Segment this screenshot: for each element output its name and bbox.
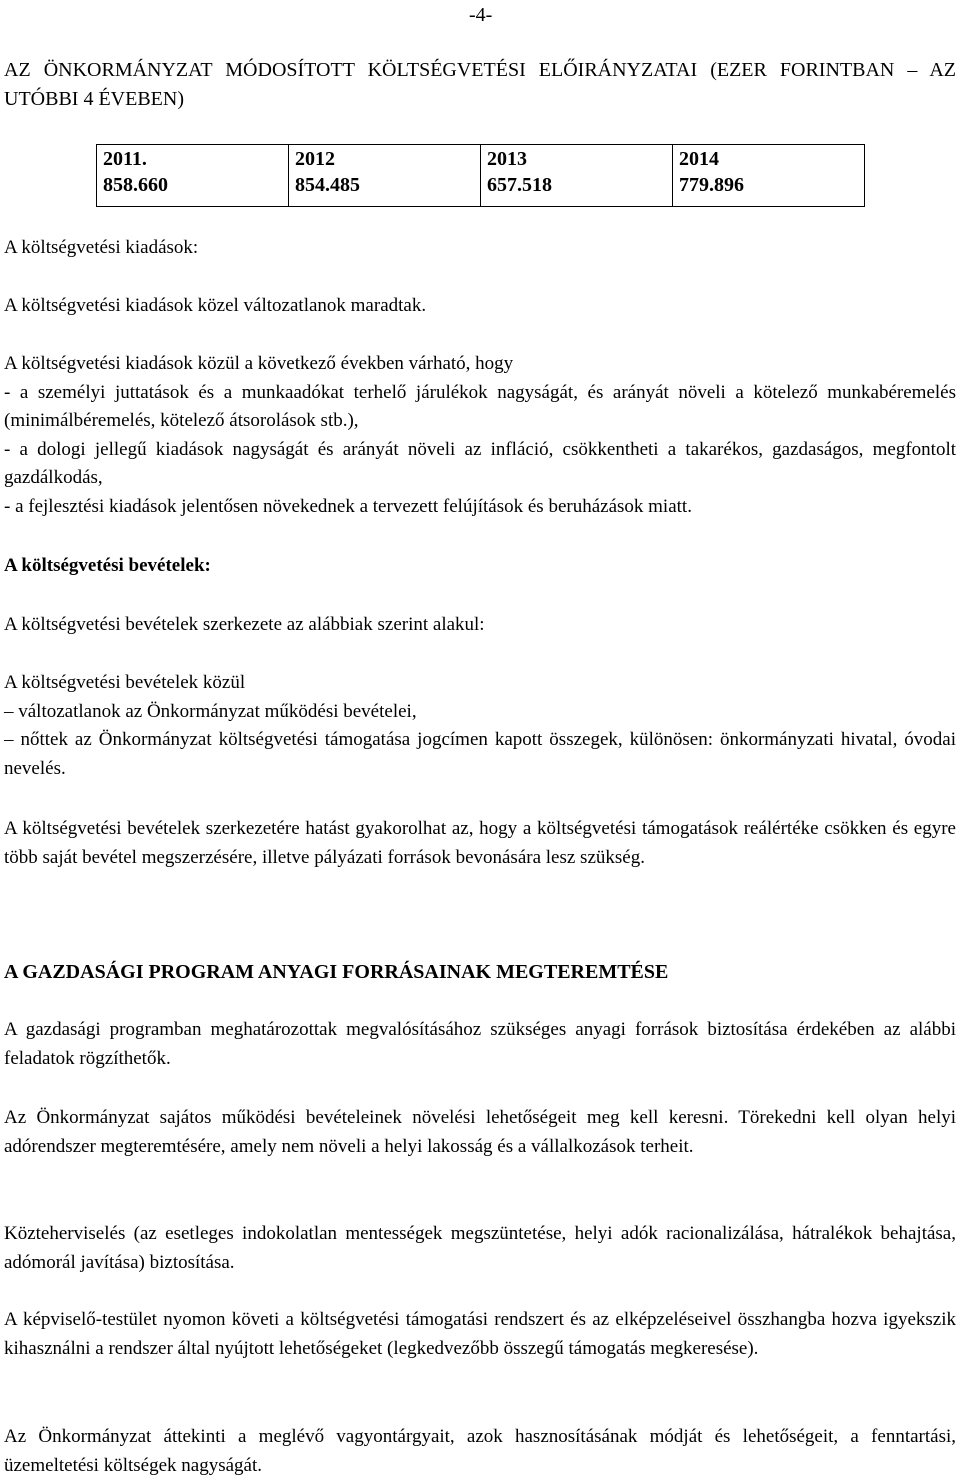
year-label: 2012 (295, 148, 335, 170)
revenues-outlook: A költségvetési bevételek szerkezetére hatást gyakorolhat az, hogy a költségvetési támogatások reálértéke csökken és egyre több saját bevétel megszerzésére, illetve pályázati források bevonására lesz szükség. (4, 818, 956, 868)
year-label: 2013 (487, 148, 527, 170)
expenses-heading: A költségvetési kiadások: (4, 237, 199, 258)
year-label: 2011. (103, 148, 147, 170)
expenses-details-block (4, 350, 956, 521)
program-intro: A gazdasági programban meghatározottak megvalósításához szükséges anyagi források biztosítása érdekében az alábbi feladatok rögzíthetők. (4, 1019, 956, 1069)
budget-value: 858.660 (103, 174, 168, 196)
revenues-item-operating: – változatlanok az Önkormányzat működési bevételei, (4, 700, 417, 722)
program-tax: Közteherviselés (az esetleges indokolatlan mentességek megszüntetése, helyi adók racionalizálása, hátralékok behajtása, adómorál javítása) biztosítása. (4, 1223, 956, 1273)
budget-table-wrapper (96, 144, 865, 207)
program-tax-block (4, 1220, 956, 1277)
table-cell-2014 (673, 145, 865, 207)
program-assets: Az Önkormányzat áttekinti a meglévő vagyontárgyait, azok hasznosításának módját és lehetőségeit, a fenntartási, üzemeltetési költségek nagyságát. (4, 1426, 956, 1476)
program-support: A képviselő-testület nyomon követi a költségvetési támogatási rendszert és az elképzeléseivel összhangba hozva igyekszik kihasználni a rendszer által nyújtott lehetőségeket (legkedvezőbb összegű támogatás megkeresése). (4, 1309, 956, 1359)
program-support-block (4, 1306, 956, 1363)
year-label: 2014 (679, 148, 719, 170)
expenses-details-intro: A költségvetési kiadások közül a következő években várható, hogy (4, 353, 514, 374)
budget-value: 657.518 (487, 174, 552, 196)
expenses-item-development: - a fejlesztési kiadások jelentősen növekednek a tervezett felújítások és beruházások miatt. (4, 495, 692, 517)
expenses-summary: A költségvetési kiadások közel változatlanok maradtak. (4, 295, 427, 316)
revenues-heading: A költségvetési bevételek: (4, 555, 211, 576)
document-title: AZ ÖNKORMÁNYZAT MÓDOSÍTOTT KÖLTSÉGVETÉSI ELŐIRÁNYZATAI (EZER FORINTBAN – AZ UTÓBBI 4 ÉVEBEN) (4, 59, 956, 110)
revenues-outlook-block (4, 815, 956, 872)
revenues-structure: A költségvetési bevételek szerkezete az alábbiak szerint alakul: (4, 614, 485, 635)
program-revenue-block (4, 1104, 956, 1161)
table-cell-2011 (97, 145, 289, 207)
revenues-item-support: – nőttek az Önkormányzat költségvetési támogatása jogcímen kapott összegek, különösen: önkormányzati hivatal, óvodai nevelés. (4, 729, 956, 779)
table-cell-2013 (481, 145, 673, 207)
table-row (97, 145, 865, 207)
program-heading: A GAZDASÁGI PROGRAM ANYAGI FORRÁSAINAK MEGTEREMTÉSE (4, 961, 669, 983)
program-heading-block (4, 958, 956, 987)
expenses-summary-block (4, 292, 956, 321)
table-cell-2012 (289, 145, 481, 207)
revenues-details-block (4, 669, 956, 783)
program-assets-block (4, 1423, 956, 1480)
program-intro-block (4, 1016, 956, 1073)
budget-value: 854.485 (295, 174, 360, 196)
expenses-heading-block (4, 234, 956, 263)
expenses-item-material: - a dologi jellegű kiadások nagyságát és arányát növeli az infláció, csökkentheti a takarékos, gazdaságos, megfontolt gazdálkodás, (4, 438, 956, 488)
budget-value: 779.896 (679, 174, 744, 196)
page-number: -4- (469, 4, 493, 26)
revenues-details-intro: A költségvetési bevételek közül (4, 672, 246, 693)
revenues-heading-block (4, 552, 956, 581)
revenues-structure-block (4, 611, 956, 640)
program-revenue: Az Önkormányzat sajátos működési bevételeinek növelési lehetőségeit meg kell keresni. Törekedni kell olyan helyi adórendszer megteremtésére, amely nem növeli a helyi lakosság és a vállalkozások terheit. (4, 1107, 956, 1157)
budget-table (96, 144, 865, 207)
expenses-item-personnel: - a személyi juttatások és a munkaadókat terhelő járulékok nagyságát, és arányát növeli a kötelező munkabéremelés (minimálbéremelés, kötelező átsorolások stb.), (4, 381, 956, 431)
